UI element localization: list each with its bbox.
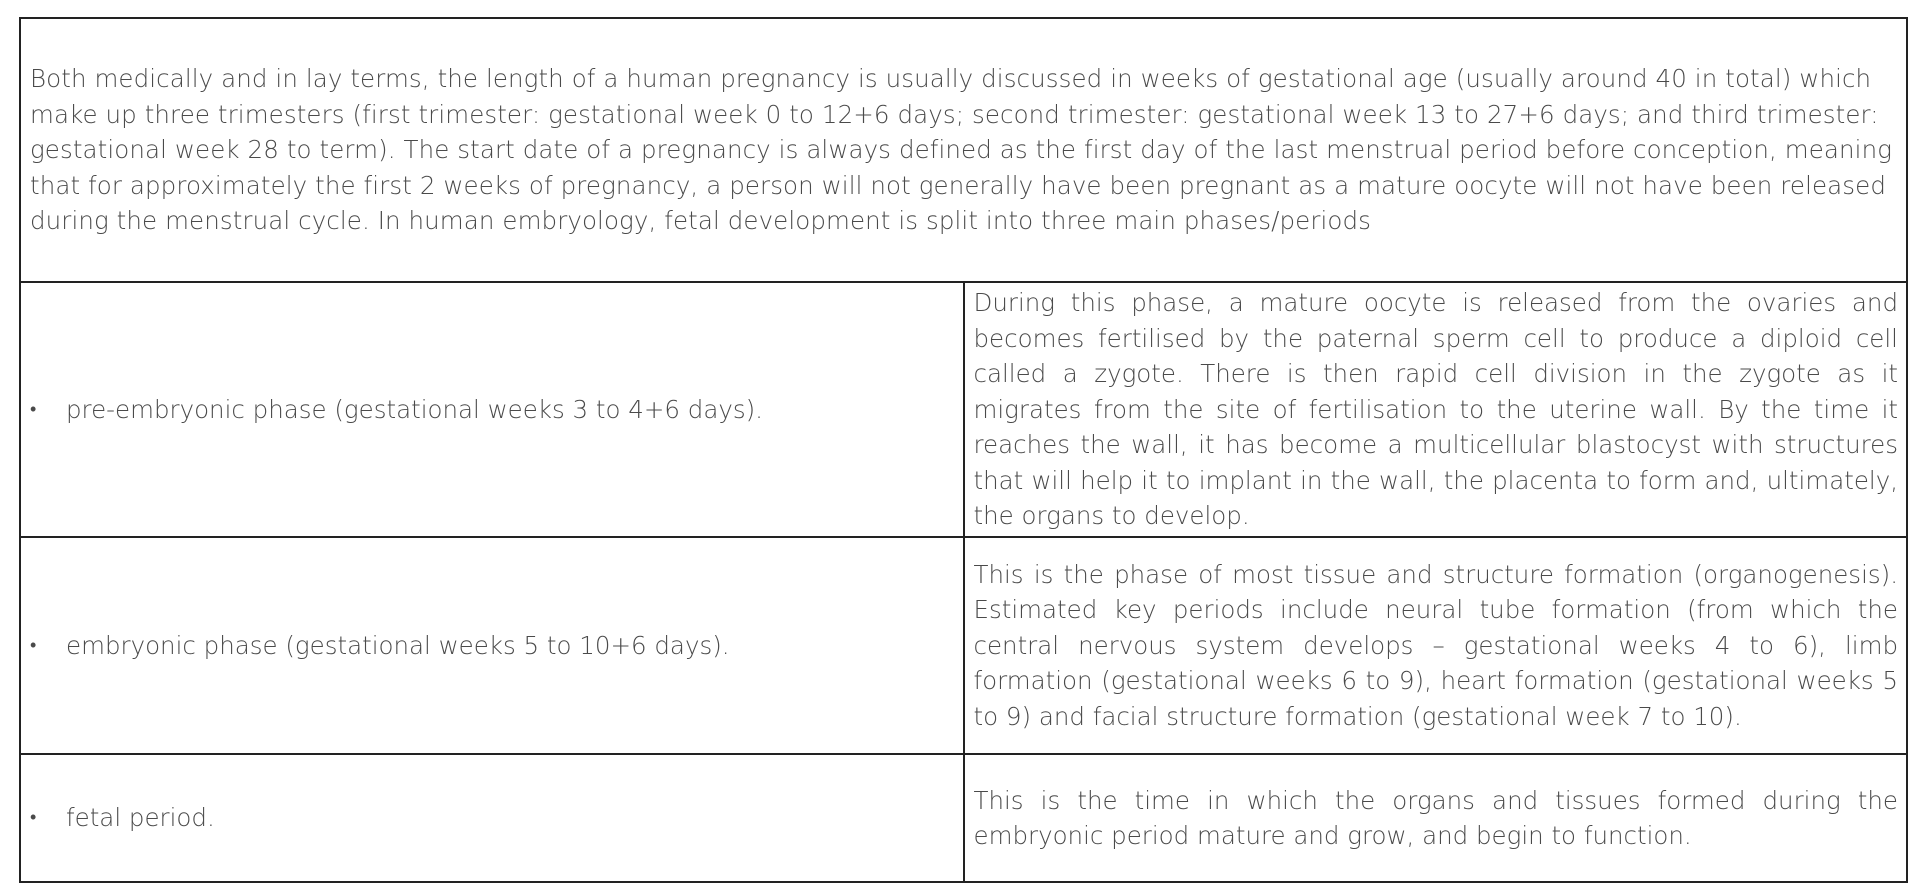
- phase-description-cell: [964, 537, 1908, 754]
- list-item: [21, 392, 963, 428]
- development-table: [19, 17, 1908, 883]
- table-row: [20, 537, 1907, 754]
- intro-row: [20, 18, 1907, 282]
- table-row: [20, 754, 1907, 882]
- phase-label-cell: [20, 282, 964, 537]
- phase-label-embryonic: embryonic phase (gestational weeks 5 to 10+6 days).: [66, 630, 730, 660]
- list-item: [21, 800, 963, 836]
- phase-label-fetal: fetal period.: [66, 803, 215, 833]
- bullet-icon: •: [30, 807, 37, 829]
- phase-description-fetal: This is the time in which the organs and tissues formed during the embryonic period mature and grow, and begin to function.: [973, 785, 1898, 850]
- bullet-icon: •: [30, 634, 37, 656]
- intro-cell: [20, 18, 1907, 282]
- phase-description-cell: [964, 282, 1908, 537]
- table-row: [20, 282, 1907, 537]
- phase-description-embryonic: This is the phase of most tissue and structure formation (organogenesis). Estimated key periods include neural tube formation (from which the central nervous system develops – gestational weeks 4 to 6), limb formation (gestational weeks 6 to 9), heart formation (gestational weeks 5 to 9) and facial structure formation (gestational week 7 to 10).: [973, 559, 1898, 731]
- phase-label-cell: [20, 754, 964, 882]
- phase-description-cell: [964, 754, 1908, 882]
- phase-description-pre-embryonic: During this phase, a mature oocyte is released from the ovaries and becomes fertilised by the paternal sperm cell to produce a diploid cell called a zygote. There is then rapid cell division in the zygote as it migrates from the site of fertilisation to the uterine wall. By the time it reaches the wall, it has become a multicellular blastocyst with structures that will help it to implant in the wall, the placenta to form and, ultimately, the organs to develop.: [973, 288, 1898, 531]
- bullet-icon: •: [30, 398, 37, 420]
- phase-label-pre-embryonic: pre-embryonic phase (gestational weeks 3 to 4+6 days).: [66, 394, 763, 424]
- list-item: [21, 628, 963, 664]
- intro-paragraph: Both medically and in lay terms, the length of a human pregnancy is usually discussed in weeks of gestational age (usually around 40 in total) which make up three trimesters (first trimester: gestational week 0 to 12+6 days; second trimester: gestational week 13 to 27+6 days; and third trimester: gestational week 28 to term). The start date of a pregnancy is always defined as the first day of the last menstrual period before conception, meaning that for approximately the first 2 weeks of pregnancy, a person will not generally have been pregnant as a mature oocyte will not have been released during the menstrual cycle. In human embryology, fetal development is split into three main phases/periods: [30, 64, 1893, 236]
- phase-label-cell: [20, 537, 964, 754]
